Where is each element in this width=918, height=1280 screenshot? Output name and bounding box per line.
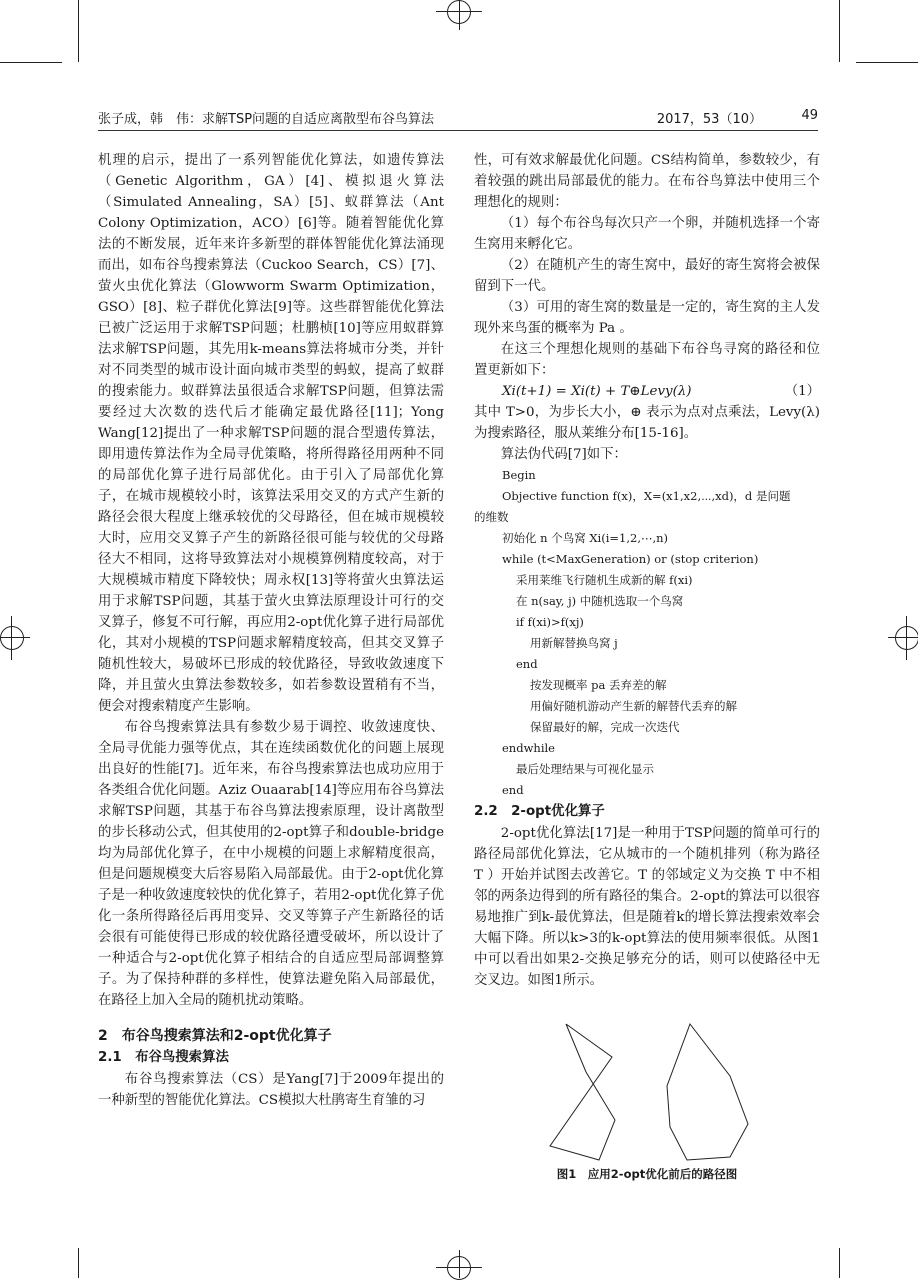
path-before-2opt: [550, 1024, 615, 1160]
code-line: 采用莱维飞行随机生成新的解 f(xi): [516, 573, 693, 587]
code-line: endwhile: [502, 741, 555, 755]
subsection-heading: 2.1 布谷鸟搜索算法: [98, 1050, 229, 1065]
left-column: [98, 150, 444, 1111]
body-paragraph: 布谷鸟搜索算法具有参数少易于调控、收敛速度快、全局寻优能力强等优点，其在连续函数优化的问题上展现出良好的性能[7]。近年来，布谷鸟搜索算法也成功应用于各类组合优化问题。Aziz Ouaarab[14]等应用布谷鸟算法求解TSP问题，其基于布谷鸟算法搜索原理，设计离散型的步长移动公式，但其使用的2-opt算子和double-bridge均为局部优化算子，在中小规模的问题上求解精度很高，但是问题规模变大后容易陷入局部最优。由于2-opt优化算子是一种收敛速度较快的优化算子，若用2-opt优化算子优化一条所得路径后再用变异、交叉等算子产生新路径的话会很有可能使得已形成的较优路径遭受破坏，所以设计了一种适合与2-opt优化算子相结合的自适应型局部调整算子。为了保持种群的多样性，使算法避免陷入局部最优，在路径上加入全局的随机扰动策略。: [98, 720, 444, 1008]
code-line: 最后处理结果与可视化显示: [516, 762, 654, 776]
header-rule: [98, 130, 818, 131]
subsection-heading: 2.2 2-opt优化算子: [474, 804, 605, 819]
rule-item: （2）在随机产生的寄生窝中，最好的寄生窝将会被保留到下一代。: [474, 258, 820, 294]
code-line: 的维数: [474, 510, 509, 524]
figure-1-path-diagram: [540, 1020, 770, 1165]
page-number: 49: [801, 108, 818, 123]
body-paragraph: 其中 T>0，为步长大小，⊕ 表示为点对点乘法，Levy(λ) 为搜索路径，服从莱维分布[15-16]。: [474, 405, 820, 441]
code-line: Begin: [502, 468, 536, 482]
crop-mark: [0, 62, 62, 63]
section-heading: 2 布谷鸟搜索算法和2-opt优化算子: [98, 1028, 332, 1044]
code-line: 按发现概率 pa 丢弃差的解: [530, 678, 667, 692]
crop-mark: [839, 1248, 840, 1278]
code-line: if f(xi)>f(xj): [516, 615, 584, 629]
code-line: while (t<MaxGeneration) or (stop criterion): [502, 552, 759, 566]
code-line: end: [502, 783, 524, 797]
pseudocode-title: 算法伪代码[7]如下：: [500, 447, 627, 462]
crop-mark: [856, 62, 918, 63]
pseudocode-block: [474, 465, 820, 801]
code-line: 用新解替换鸟窝 j: [530, 636, 618, 650]
body-paragraph: 性，可有效求解最优化问题。CS结构简单，参数较少，有着较强的跳出局部最优的能力。在布谷鸟算法中使用三个理想化的规则：: [474, 153, 820, 210]
body-paragraph: 机理的启示，提出了一系列智能优化算法，如遗传算法（Genetic Algorithm，GA）[4]、模拟退火算法（Simulated Annealing，SA）[5]、蚁群算法（Ant Colony Optimization，ACO）[6]等。随着智能优化算法的不断发展，近年来许多新型的群体智能优化算法涌现而出，如布谷鸟搜索算法（Cuckoo Search，CS）[7]、萤火虫优化算法（Glowworm Swarm Optimization，GSO）[8]、粒子群优化算法[9]等。这些群智能优化算法已被广泛运用于求解TSP问题；杜鹏桢[10]等应用蚁群算法求解TSP问题，其先用k-means算法将城市分类，并针对不同类型的城市设计面向城市类型的蚂蚁，提高了蚁群的搜索能力。蚁群算法虽很适合求解TSP问题，但算法需要经过大次数的迭代后才能确定最优路径[11]；Yong Wang[12]提出了一种求解TSP问题的混合型遗传算法，即用遗传算法作为全局寻优策略，将所得路径用两种不同的局部优化算子进行局部优化。由于引入了局部优化算子，在城市规模较小时，该算法采用交叉的方式产生新的路径会很大程度上继承较优的父母路径，但在城市规模较大时，应用交叉算子产生的新路径很可能与较优的父母路径大不相同，这将导致算法对小规模算例精度较高，对于大规模城市精度下降较快；周永权[13]等将萤火虫算法运用于求解TSP问题，其基于萤火虫算法原理设计可行的交叉算子，修复不可行解，再应用2-opt优化算子进行局部优化，其对小规模的TSP问题求解精度较高，但其交叉算子随机性较大，易破坏已形成的较优路径，导致收敛速度下降，并且萤火虫算法参数较多，如若参数设置稍有不当，便会对搜索精度产生影响。: [98, 153, 444, 714]
rule-item: （1）每个布谷鸟每次只产一个卵，并随机选择一个寄生窝用来孵化它。: [474, 216, 820, 252]
equation-1: [474, 381, 820, 402]
rule-item: （3）可用的寄生窝的数量是一定的，寄生窝的主人发现外来鸟蛋的概率为 Pa 。: [474, 300, 820, 336]
figure-caption: 图1 应用2-opt优化前后的路径图: [556, 1167, 738, 1181]
code-line: Objective function f(x)，X=(x1,x2,⋯,xd)，d 是问题: [502, 489, 791, 503]
body-paragraph: 在这三个理想化规则的基础下布谷鸟寻窝的路径和位置更新如下：: [474, 342, 820, 378]
header-title: 张子成，韩 伟：求解TSP问题的自适应离散型布谷鸟算法: [98, 112, 435, 127]
code-line: 保留最好的解，完成一次迭代: [530, 720, 680, 734]
equation-text: Xi(t+1) = Xi(t) + T⊕Levy(λ): [502, 384, 692, 399]
path-after-2opt: [667, 1024, 748, 1160]
crop-mark: [78, 1248, 79, 1278]
running-header: [98, 108, 818, 130]
crop-mark: [839, 0, 840, 62]
crop-mark: [78, 0, 79, 62]
body-paragraph: 2-opt优化算法[17]是一种用于TSP问题的简单可行的路径局部优化算法，它从城市的一个随机排列（称为路径 T ）开始并试图去改善它。T 的邻域定义为交换 T 中不相邻的两条边得到的所有路径的集合。2-opt的算法可以很容易地推广到k-最优算法，但是随着k的增长算法搜索效率会大幅下降。所以k>3的k-opt算法的使用频率很低。从图1中可以看出如果2-交换足够充分的话，则可以使路径中无交叉边。如图1所示。: [474, 826, 820, 988]
header-journal: 2017，53（10）: [656, 112, 762, 127]
code-line: end: [516, 657, 538, 671]
code-line: 在 n(say, j) 中随机选取一个鸟窝: [516, 594, 684, 608]
code-line: 初始化 n 个鸟窝 Xi(i=1,2,⋯,n): [502, 531, 669, 545]
equation-number: （1）: [784, 384, 820, 399]
code-line: 用偏好随机游动产生新的解替代丢弃的解: [530, 699, 737, 713]
right-column: [474, 150, 820, 991]
body-paragraph: 布谷鸟搜索算法（CS）是Yang[7]于2009年提出的一种新型的智能优化算法。CS模拟大杜鹃寄生育雏的习: [98, 1072, 444, 1108]
